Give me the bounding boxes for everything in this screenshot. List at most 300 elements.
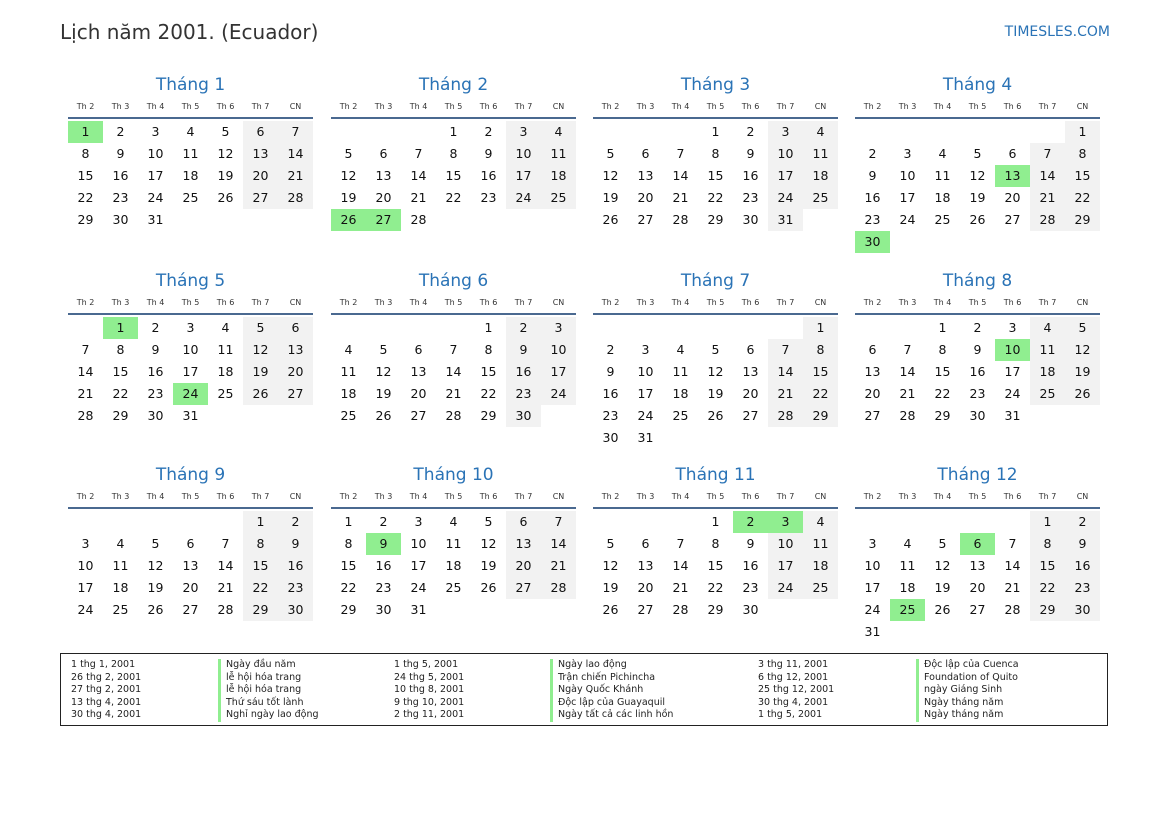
- weekday-header: [855, 100, 1100, 119]
- day-cell: 26: [243, 383, 278, 405]
- day-cell: 20: [637, 580, 654, 595]
- weekday-label: CN: [1076, 298, 1089, 307]
- day-cell: 2: [116, 124, 125, 139]
- day-cell: 18: [217, 364, 234, 379]
- weekday-label: Th 2: [601, 492, 620, 501]
- day-cell: 28: [445, 408, 462, 423]
- day-cell: 8: [484, 342, 493, 357]
- day-cell: 7: [768, 339, 803, 361]
- day-cell: 24: [768, 577, 803, 599]
- day-cell: 16: [506, 361, 541, 383]
- weekday-label: Th 2: [76, 492, 95, 501]
- weekday-label: CN: [1076, 492, 1089, 501]
- day-cell: 22: [1065, 187, 1100, 209]
- weekday-label: Th 7: [1038, 102, 1057, 111]
- day-cell: 3: [641, 342, 650, 357]
- day-cell: 20: [637, 190, 654, 205]
- weekday-label: CN: [814, 298, 827, 307]
- weekday-label: Th 3: [111, 492, 130, 501]
- day-grid: [593, 121, 838, 231]
- day-cell: 18: [934, 190, 951, 205]
- day-cell: 28: [410, 212, 427, 227]
- weekday-label: Th 5: [444, 492, 463, 501]
- weekday-label: Th 5: [181, 492, 200, 501]
- day-cell: 15: [803, 361, 838, 383]
- day-cell: 9: [116, 146, 125, 161]
- weekday-label: Th 7: [1038, 492, 1057, 501]
- day-cell: 30: [1065, 599, 1100, 621]
- day-cell: 3: [1008, 320, 1017, 335]
- weekday-label: Th 5: [706, 298, 725, 307]
- weekday-label: Th 7: [251, 492, 270, 501]
- day-cell: 31: [768, 209, 803, 231]
- day-cell: 10: [182, 342, 199, 357]
- weekday-label: CN: [552, 492, 565, 501]
- day-cell: 4: [1030, 317, 1065, 339]
- day-cell: 21: [1030, 187, 1065, 209]
- day-cell: 4: [803, 121, 838, 143]
- day-grid: [68, 511, 313, 621]
- holiday-date: 1 thg 5, 2001: [758, 709, 823, 720]
- day-cell: 15: [1030, 555, 1065, 577]
- weekday-label: CN: [814, 492, 827, 501]
- day-cell: 23: [506, 383, 541, 405]
- day-cell: 17: [182, 364, 199, 379]
- day-cell: 14: [672, 558, 689, 573]
- day-cell: 29: [340, 602, 357, 617]
- day-cell: 27: [864, 408, 881, 423]
- holiday-date: 6 thg 12, 2001: [758, 671, 829, 683]
- day-cell: 6: [379, 146, 388, 161]
- empty-cell: [890, 121, 925, 143]
- day-cell: 18: [445, 558, 462, 573]
- empty-cell: [593, 511, 628, 533]
- weekday-label: Th 2: [601, 102, 620, 111]
- day-cell: 26: [147, 602, 164, 617]
- empty-cell: [138, 511, 173, 533]
- day-cell: 20: [864, 386, 881, 401]
- month-block: [68, 464, 313, 621]
- holiday-name: Độc lập của Cuenca: [924, 659, 1019, 670]
- day-cell: 5: [151, 536, 160, 551]
- day-cell: 27: [969, 602, 986, 617]
- day-cell: 4: [116, 536, 125, 551]
- weekday-label: Th 4: [146, 102, 165, 111]
- day-cell: 14: [217, 558, 234, 573]
- empty-cell: [698, 317, 733, 339]
- month-block: [331, 464, 576, 621]
- weekday-label: Th 5: [181, 102, 200, 111]
- weekday-label: Th 4: [671, 492, 690, 501]
- day-cell: 2: [484, 124, 493, 139]
- day-cell: 20: [410, 386, 427, 401]
- day-cell: 13: [375, 168, 392, 183]
- month-name: Tháng 1: [155, 75, 226, 95]
- day-cell: 6: [641, 146, 650, 161]
- day-cell: 1: [1065, 121, 1100, 143]
- day-cell: 26: [602, 602, 619, 617]
- empty-cell: [401, 317, 436, 339]
- day-cell: 17: [541, 361, 576, 383]
- day-cell: 18: [1030, 361, 1065, 383]
- weekday-label: Th 3: [636, 492, 655, 501]
- day-cell: 11: [899, 558, 916, 573]
- day-cell: 16: [278, 555, 313, 577]
- weekday-label: Th 5: [181, 298, 200, 307]
- weekday-header: [331, 490, 576, 509]
- weekday-label: Th 3: [111, 102, 130, 111]
- day-cell: 30: [602, 430, 619, 445]
- holiday-day-cell: 2: [733, 511, 768, 533]
- empty-cell: [855, 511, 890, 533]
- empty-cell: [925, 511, 960, 533]
- day-cell: 13: [506, 533, 541, 555]
- day-cell: 22: [480, 386, 497, 401]
- day-cell: 19: [1065, 361, 1100, 383]
- day-cell: 23: [278, 577, 313, 599]
- day-cell: 19: [217, 168, 234, 183]
- weekday-label: Th 6: [479, 102, 498, 111]
- weekday-label: Th 4: [409, 298, 428, 307]
- day-grid: [331, 317, 576, 427]
- day-cell: 19: [340, 190, 357, 205]
- weekday-label: Th 7: [776, 102, 795, 111]
- weekday-label: Th 7: [1038, 298, 1057, 307]
- day-cell: 29: [1065, 209, 1100, 231]
- day-cell: 29: [77, 212, 94, 227]
- day-cell: 5: [711, 342, 720, 357]
- day-cell: 16: [742, 168, 759, 183]
- empty-cell: [593, 121, 628, 143]
- day-cell: 12: [375, 364, 392, 379]
- day-cell: 20: [506, 555, 541, 577]
- day-cell: 5: [221, 124, 230, 139]
- holiday-name: Foundation of Quito: [924, 671, 1018, 683]
- empty-cell: [733, 317, 768, 339]
- holiday-name: Trận chiến Pichincha: [558, 671, 656, 683]
- day-cell: 2: [379, 514, 388, 529]
- day-cell: 12: [243, 339, 278, 361]
- weekday-label: Th 2: [339, 492, 358, 501]
- day-cell: 10: [768, 143, 803, 165]
- holiday-date: 3 thg 11, 2001: [758, 659, 829, 670]
- holiday-day-cell: 26: [331, 209, 366, 231]
- day-cell: 3: [903, 146, 912, 161]
- day-cell: 14: [1030, 165, 1065, 187]
- day-cell: 18: [340, 386, 357, 401]
- holiday-name: lễ hội hóa trang: [226, 684, 302, 695]
- day-cell: 10: [864, 558, 881, 573]
- weekday-label: Th 6: [216, 102, 235, 111]
- weekday-label: Th 3: [111, 298, 130, 307]
- day-cell: 23: [602, 408, 619, 423]
- holiday-date: 27 thg 2, 2001: [71, 684, 142, 695]
- day-cell: 31: [147, 212, 164, 227]
- day-cell: 13: [637, 558, 654, 573]
- month-name: Tháng 5: [155, 271, 226, 291]
- day-cell: 22: [707, 190, 724, 205]
- day-cell: 10: [147, 146, 164, 161]
- day-cell: 20: [969, 580, 986, 595]
- day-cell: 28: [899, 408, 916, 423]
- weekday-label: CN: [289, 102, 302, 111]
- month-block: [855, 464, 1100, 643]
- holiday-day-cell: 13: [995, 165, 1030, 187]
- day-cell: 17: [899, 190, 916, 205]
- day-cell: 31: [410, 602, 427, 617]
- day-cell: 6: [641, 536, 650, 551]
- empty-cell: [663, 317, 698, 339]
- day-cell: 22: [1030, 577, 1065, 599]
- day-cell: 17: [1004, 364, 1021, 379]
- holiday-name: Ngày tất cả các linh hồn: [558, 709, 674, 720]
- day-cell: 29: [934, 408, 951, 423]
- day-cell: 23: [864, 212, 881, 227]
- day-cell: 2: [606, 342, 615, 357]
- day-cell: 9: [606, 364, 615, 379]
- day-cell: 1: [344, 514, 353, 529]
- day-cell: 1: [938, 320, 947, 335]
- day-cell: 9: [278, 533, 313, 555]
- day-cell: 19: [934, 580, 951, 595]
- weekday-label: Th 6: [479, 298, 498, 307]
- day-cell: 2: [746, 124, 755, 139]
- weekday-label: Th 4: [409, 492, 428, 501]
- day-cell: 10: [506, 143, 541, 165]
- day-cell: 27: [1004, 212, 1021, 227]
- day-cell: 6: [414, 342, 423, 357]
- month-name: Tháng 10: [413, 465, 494, 485]
- weekday-label: Th 5: [706, 492, 725, 501]
- empty-cell: [855, 121, 890, 143]
- day-cell: 28: [1030, 209, 1065, 231]
- day-cell: 18: [803, 555, 838, 577]
- day-cell: 10: [768, 533, 803, 555]
- day-cell: 11: [672, 364, 689, 379]
- day-cell: 30: [375, 602, 392, 617]
- weekday-label: Th 5: [968, 492, 987, 501]
- day-cell: 30: [278, 599, 313, 621]
- holiday-date: 26 thg 2, 2001: [71, 671, 142, 683]
- month-block: [593, 464, 838, 621]
- day-cell: 8: [1030, 533, 1065, 555]
- day-cell: 14: [899, 364, 916, 379]
- day-cell: 14: [672, 168, 689, 183]
- month-block: [331, 270, 576, 427]
- weekday-label: Th 2: [601, 298, 620, 307]
- weekday-header: [331, 100, 576, 119]
- day-cell: 7: [1008, 536, 1017, 551]
- day-cell: 5: [973, 146, 982, 161]
- day-cell: 12: [602, 168, 619, 183]
- day-cell: 24: [541, 383, 576, 405]
- day-cell: 7: [414, 146, 423, 161]
- day-cell: 24: [77, 602, 94, 617]
- day-cell: 1: [803, 317, 838, 339]
- holiday-names-column: [218, 659, 319, 722]
- day-cell: 11: [112, 558, 129, 573]
- holiday-date: 2 thg 11, 2001: [394, 709, 465, 720]
- day-cell: 29: [803, 405, 838, 427]
- day-cell: 25: [217, 386, 234, 401]
- empty-cell: [173, 511, 208, 533]
- day-cell: 28: [1004, 602, 1021, 617]
- day-cell: 6: [868, 342, 877, 357]
- holiday-name: Ngày tháng năm: [924, 709, 1004, 720]
- day-cell: 16: [742, 558, 759, 573]
- day-cell: 27: [410, 408, 427, 423]
- empty-cell: [593, 317, 628, 339]
- weekday-label: Th 3: [636, 102, 655, 111]
- empty-cell: [995, 121, 1030, 143]
- day-cell: 26: [375, 408, 392, 423]
- day-cell: 27: [278, 383, 313, 405]
- day-cell: 30: [112, 212, 129, 227]
- empty-cell: [103, 511, 138, 533]
- day-cell: 11: [340, 364, 357, 379]
- day-cell: 6: [746, 342, 755, 357]
- day-cell: 21: [672, 580, 689, 595]
- day-cell: 16: [1065, 555, 1100, 577]
- day-cell: 16: [602, 386, 619, 401]
- holiday-day-cell: 9: [366, 533, 401, 555]
- day-cell: 8: [711, 536, 720, 551]
- day-cell: 17: [506, 165, 541, 187]
- day-cell: 4: [803, 511, 838, 533]
- day-cell: 17: [864, 580, 881, 595]
- day-cell: 5: [938, 536, 947, 551]
- day-cell: 21: [410, 190, 427, 205]
- day-cell: 23: [147, 386, 164, 401]
- day-cell: 30: [969, 408, 986, 423]
- weekday-label: Th 7: [514, 102, 533, 111]
- day-cell: 16: [969, 364, 986, 379]
- weekday-label: Th 2: [339, 102, 358, 111]
- day-cell: 27: [182, 602, 199, 617]
- day-cell: 13: [969, 558, 986, 573]
- day-cell: 15: [243, 555, 278, 577]
- empty-cell: [366, 317, 401, 339]
- day-cell: 9: [1065, 533, 1100, 555]
- day-cell: 30: [742, 602, 759, 617]
- day-cell: 22: [77, 190, 94, 205]
- empty-cell: [925, 121, 960, 143]
- holiday-names-column: [916, 659, 1019, 722]
- holiday-day-cell: 3: [768, 511, 803, 533]
- day-cell: 18: [899, 580, 916, 595]
- day-cell: 13: [742, 364, 759, 379]
- day-cell: 29: [480, 408, 497, 423]
- day-cell: 26: [1065, 383, 1100, 405]
- weekday-label: Th 2: [863, 298, 882, 307]
- weekday-label: Th 6: [216, 298, 235, 307]
- day-cell: 14: [278, 143, 313, 165]
- day-cell: 8: [803, 339, 838, 361]
- holiday-date: 1 thg 1, 2001: [71, 659, 136, 670]
- day-cell: 16: [112, 168, 129, 183]
- holiday-name: Độc lập của Guayaquil: [558, 696, 665, 708]
- day-grid: [593, 317, 838, 449]
- brand-link[interactable]: TIMESLES.COM: [1004, 24, 1110, 40]
- day-cell: 20: [182, 580, 199, 595]
- day-cell: 3: [506, 121, 541, 143]
- empty-cell: [331, 317, 366, 339]
- day-cell: 5: [484, 514, 493, 529]
- day-cell: 4: [449, 514, 458, 529]
- day-cell: 14: [410, 168, 427, 183]
- weekday-label: Th 4: [933, 298, 952, 307]
- empty-cell: [68, 511, 103, 533]
- day-cell: 18: [672, 386, 689, 401]
- day-cell: 19: [375, 386, 392, 401]
- day-cell: 21: [672, 190, 689, 205]
- day-cell: 31: [864, 624, 881, 639]
- day-cell: 9: [746, 536, 755, 551]
- weekday-label: Th 4: [671, 102, 690, 111]
- day-cell: 8: [711, 146, 720, 161]
- day-cell: 4: [938, 146, 947, 161]
- day-cell: 4: [903, 536, 912, 551]
- day-cell: 26: [602, 212, 619, 227]
- day-cell: 22: [243, 577, 278, 599]
- day-cell: 9: [506, 339, 541, 361]
- day-cell: 3: [541, 317, 576, 339]
- day-cell: 28: [672, 212, 689, 227]
- day-cell: 16: [864, 190, 881, 205]
- day-cell: 10: [77, 558, 94, 573]
- day-cell: 25: [934, 212, 951, 227]
- holiday-day-cell: 6: [960, 533, 995, 555]
- month-name: Tháng 6: [418, 271, 489, 291]
- month-block: [593, 270, 838, 449]
- weekday-header: [855, 490, 1100, 509]
- weekday-label: Th 6: [741, 492, 760, 501]
- day-cell: 29: [1030, 599, 1065, 621]
- day-cell: 24: [768, 187, 803, 209]
- month-block: [68, 74, 313, 231]
- day-cell: 28: [541, 577, 576, 599]
- day-cell: 6: [1008, 146, 1017, 161]
- day-cell: 31: [1004, 408, 1021, 423]
- weekday-label: Th 2: [76, 298, 95, 307]
- day-cell: 25: [803, 577, 838, 599]
- day-cell: 24: [506, 187, 541, 209]
- day-grid: [855, 317, 1100, 427]
- day-cell: 20: [1004, 190, 1021, 205]
- month-name: Tháng 3: [680, 75, 751, 95]
- holiday-list: [60, 653, 1108, 726]
- holiday-name: Ngày lao động: [558, 659, 627, 670]
- empty-cell: [960, 121, 995, 143]
- day-cell: 23: [480, 190, 497, 205]
- page-title: Lịch năm 2001. (Ecuador): [60, 20, 319, 44]
- day-cell: 23: [1065, 577, 1100, 599]
- weekday-label: CN: [289, 298, 302, 307]
- day-cell: 24: [899, 212, 916, 227]
- day-cell: 26: [969, 212, 986, 227]
- weekday-label: Th 7: [776, 298, 795, 307]
- day-cell: 29: [243, 599, 278, 621]
- day-grid: [855, 511, 1100, 643]
- day-cell: 12: [340, 168, 357, 183]
- holiday-names-column: [550, 659, 673, 722]
- weekday-label: Th 2: [863, 492, 882, 501]
- day-cell: 19: [243, 361, 278, 383]
- weekday-label: Th 6: [1003, 102, 1022, 111]
- weekday-label: CN: [552, 298, 565, 307]
- day-cell: 6: [506, 511, 541, 533]
- day-cell: 25: [182, 190, 199, 205]
